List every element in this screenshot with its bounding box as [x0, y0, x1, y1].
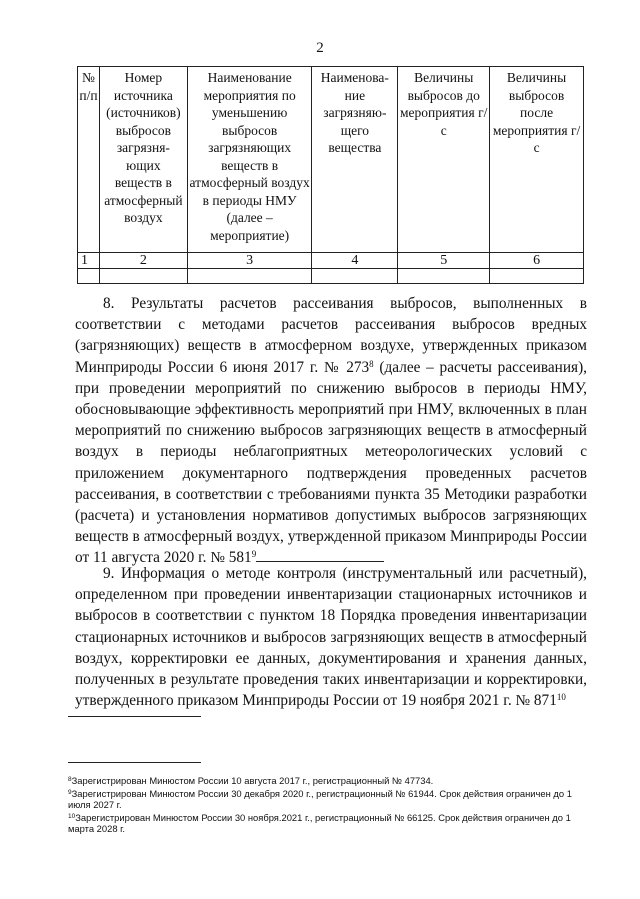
footnote-mark: 10: [68, 813, 76, 820]
empty-cell: [99, 269, 187, 284]
header-cell-measure: Наименование мероприятия по уменьшению выбросов загрязняющих веществ в атмосферный воздух в периоды НМУ (далее – мероприятие): [187, 67, 312, 253]
paragraph-8-text-a: 8. Результаты расчетов рассеивания выбросов, выполненных в соответствии с методами расчетов рассеивания выбросов вредных (загрязняющих) веществ в атмосферном воздухе, утвержденных приказом Минприроды России 6 июня 2017 г. № 273: [75, 295, 587, 376]
footnote-ref-9: 9: [251, 549, 257, 560]
footnote-text: Зарегистрирован Минюстом России 10 августа 2017 г., регистрационный № 47734.: [71, 775, 434, 786]
empty-cell: [187, 269, 312, 284]
footnote-ref-10: 10: [556, 692, 566, 703]
paragraph-9-text: 9. Информация о методе контроля (инструментальный или расчетный), определенном при проведении инвентаризации стационарных источников и выбросов в соответствии с пунктом 18 Порядка проведения инвентаризации стационарных источников и выбросов загрязняющих веществ в атмосферный воздух, корректировки ее данных, документирования и хранения данных, полученных в результате проведения таких инвентаризации и корректировки, утвержденного приказом Минприроды России от 19 ноября 2021 г. № 871: [75, 565, 587, 710]
footnote-ref-8: 8: [369, 358, 374, 369]
footnote-9: [68, 788, 588, 810]
paragraph-9: [75, 563, 587, 711]
footnote-text: Зарегистрирован Минюстом России 30 ноября.2021 г., регистрационный № 66125. Срок действия ограничен до 1 марта 2028 г.: [68, 812, 571, 834]
empty-cell: [490, 269, 584, 284]
blank-line: [256, 549, 384, 562]
header-cell-source: Номер источника (источников) выбросов загрязня-ющих веществ в атмосферный воздух: [99, 67, 187, 253]
footnote-mark: 8: [68, 776, 72, 783]
footnote-mark: 9: [68, 789, 72, 796]
header-cell-number: № п/п: [78, 67, 100, 253]
header-cell-emissions-before: Величины выбросов до мероприятия г/с: [398, 67, 490, 253]
table-empty-row: [78, 269, 584, 284]
blank-rule: [68, 716, 201, 717]
column-number: 1: [78, 253, 100, 269]
paragraph-8-text-b: (далее – расчеты рассеивания), при проведении мероприятий по снижению выбросов в периоды НМУ, обосновывающие эффективность мероприятий при НМУ, включенных в план мероприятий по снижению выбросов загрязняющих веществ в атмосферный воздух в периоды неблагоприятных метеорологических условий с приложением документарного подтверждения проведенных расчетов рассеивания, в соответствии с требованиями пункта 35 Методики разработки (расчета) и установления нормативов допустимых выбросов загрязняющих веществ в атмосферный воздух, утвержденной приказом Минприроды России от 11 августа 2020 г. № 581: [75, 358, 587, 567]
column-number: 6: [490, 253, 584, 269]
column-number: 5: [398, 253, 490, 269]
table-column-number-row: [78, 253, 584, 269]
header-cell-emissions-after: Величины выбросов после мероприятия г/с: [490, 67, 584, 253]
page-number: 2: [316, 40, 324, 56]
empty-cell: [398, 269, 490, 284]
empty-cell: [312, 269, 398, 284]
empty-cell: [78, 269, 100, 284]
paragraph-8: [75, 293, 587, 569]
column-number: 2: [99, 253, 187, 269]
measures-table: [77, 66, 584, 284]
table-header-row: [78, 67, 584, 253]
footnote-10: [68, 812, 588, 834]
footnote-8: [68, 775, 588, 786]
column-number: 4: [312, 253, 398, 269]
footnote-separator: [68, 762, 201, 763]
header-cell-substance: Наименова-ние загрязняю-щего вещества: [312, 67, 398, 253]
footnote-text: Зарегистрирован Минюстом России 30 декабря 2020 г., регистрационный № 61944. Срок действия ограничен до 1 июля 2027 г.: [68, 788, 572, 810]
column-number: 3: [187, 253, 312, 269]
